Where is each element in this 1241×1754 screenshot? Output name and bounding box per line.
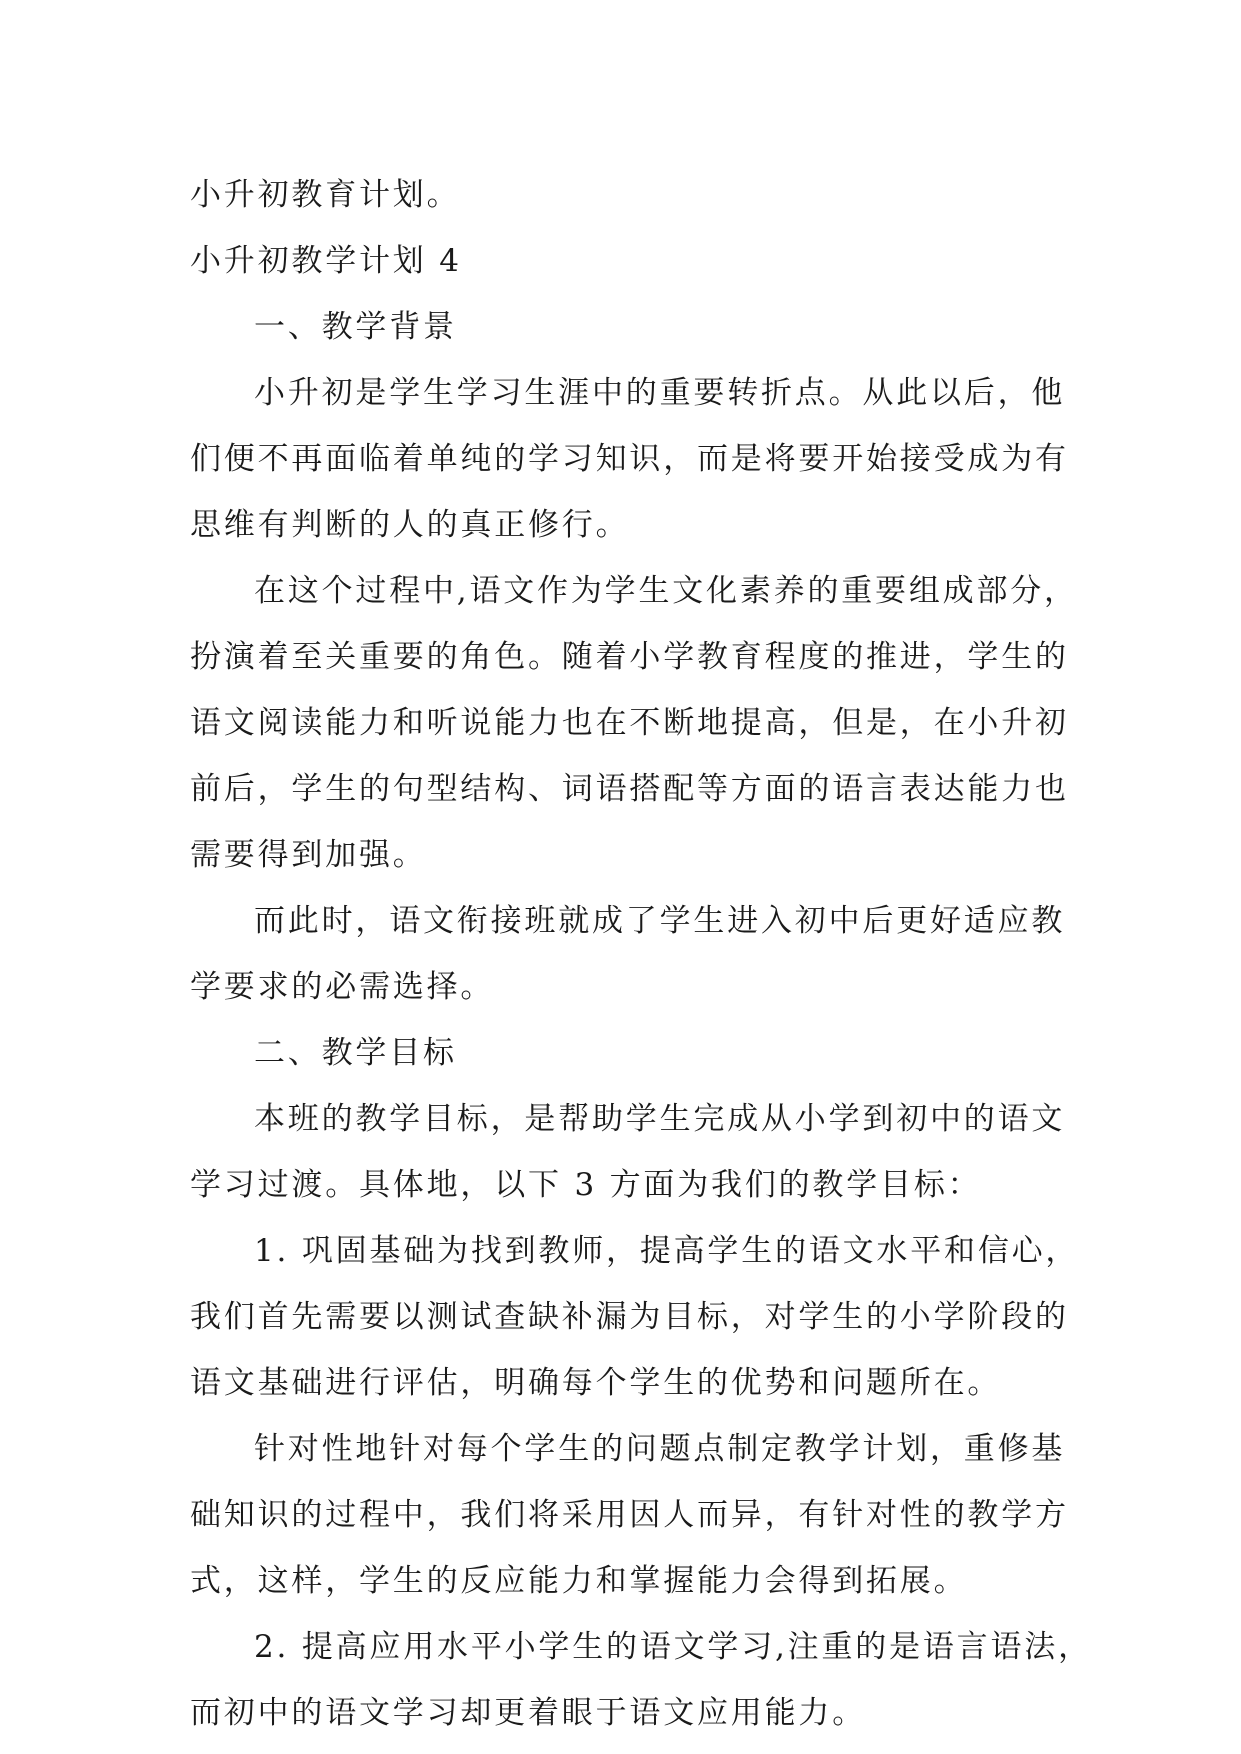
paragraph-line: 们便不再面临着单纯的学习知识，而是将要开始接受成为有 [190, 441, 1069, 477]
paragraph-line: 扮演着至关重要的角色。随着小学教育程度的推进，学生的 [190, 639, 1069, 675]
paragraph [190, 360, 1069, 558]
paragraph-line: 在这个过程中,语文作为学生文化素养的重要组成部分， [254, 573, 1078, 609]
section-title: 小升初教学计划 4 [190, 243, 462, 279]
paragraph [190, 1086, 1065, 1218]
paragraph-line: 针对性地针对每个学生的问题点制定教学计划，重修基 [254, 1431, 1066, 1467]
paragraph [190, 1416, 1069, 1614]
paragraph-line: 而初中的语文学习却更着眼于语文应用能力。 [190, 1695, 866, 1731]
paragraph-line: 而此时，语文衔接班就成了学生进入初中后更好适应教 [254, 903, 1066, 939]
paragraph [190, 1218, 1080, 1416]
paragraph-line: 前后，学生的句型结构、词语搭配等方面的语言表达能力也 [190, 771, 1069, 807]
paragraph-line: 学要求的必需选择。 [190, 969, 495, 1005]
paragraph-line: 础知识的过程中，我们将采用因人而异，有针对性的教学方 [190, 1497, 1069, 1533]
paragraph [190, 558, 1078, 888]
paragraph-line: 语文基础进行评估，明确每个学生的优势和问题所在。 [190, 1365, 1002, 1401]
paragraph-line: 我们首先需要以测试查缺补漏为目标，对学生的小学阶段的 [190, 1299, 1069, 1335]
paragraph-line: 2. 提高应用水平小学生的语文学习,注重的是语言语法， [254, 1629, 1092, 1665]
paragraph [190, 888, 1065, 1020]
paragraph-line: 式，这样，学生的反应能力和掌握能力会得到拓展。 [190, 1563, 968, 1599]
paragraph-line: 语文阅读能力和听说能力也在不断地提高，但是，在小升初 [190, 705, 1069, 741]
paragraph-line: 本班的教学目标，是帮助学生完成从小学到初中的语文 [254, 1101, 1066, 1137]
paragraph-line: 1. 巩固基础为找到教师，提高学生的语文水平和信心， [254, 1233, 1080, 1269]
paragraph-line: 思维有判断的人的真正修行。 [190, 507, 630, 543]
text-line: 小升初教育计划。 [190, 177, 461, 213]
heading-teaching-goals: 二、教学目标 [254, 1035, 457, 1071]
paragraph-line: 小升初是学生学习生涯中的重要转折点。从此以后，他 [254, 375, 1066, 411]
paragraph-line: 学习过渡。具体地，以下 3 方面为我们的教学目标： [190, 1167, 982, 1203]
paragraph [190, 1614, 1092, 1746]
paragraph-line: 需要得到加强。 [190, 837, 427, 873]
heading-teaching-background: 一、教学背景 [254, 309, 457, 345]
